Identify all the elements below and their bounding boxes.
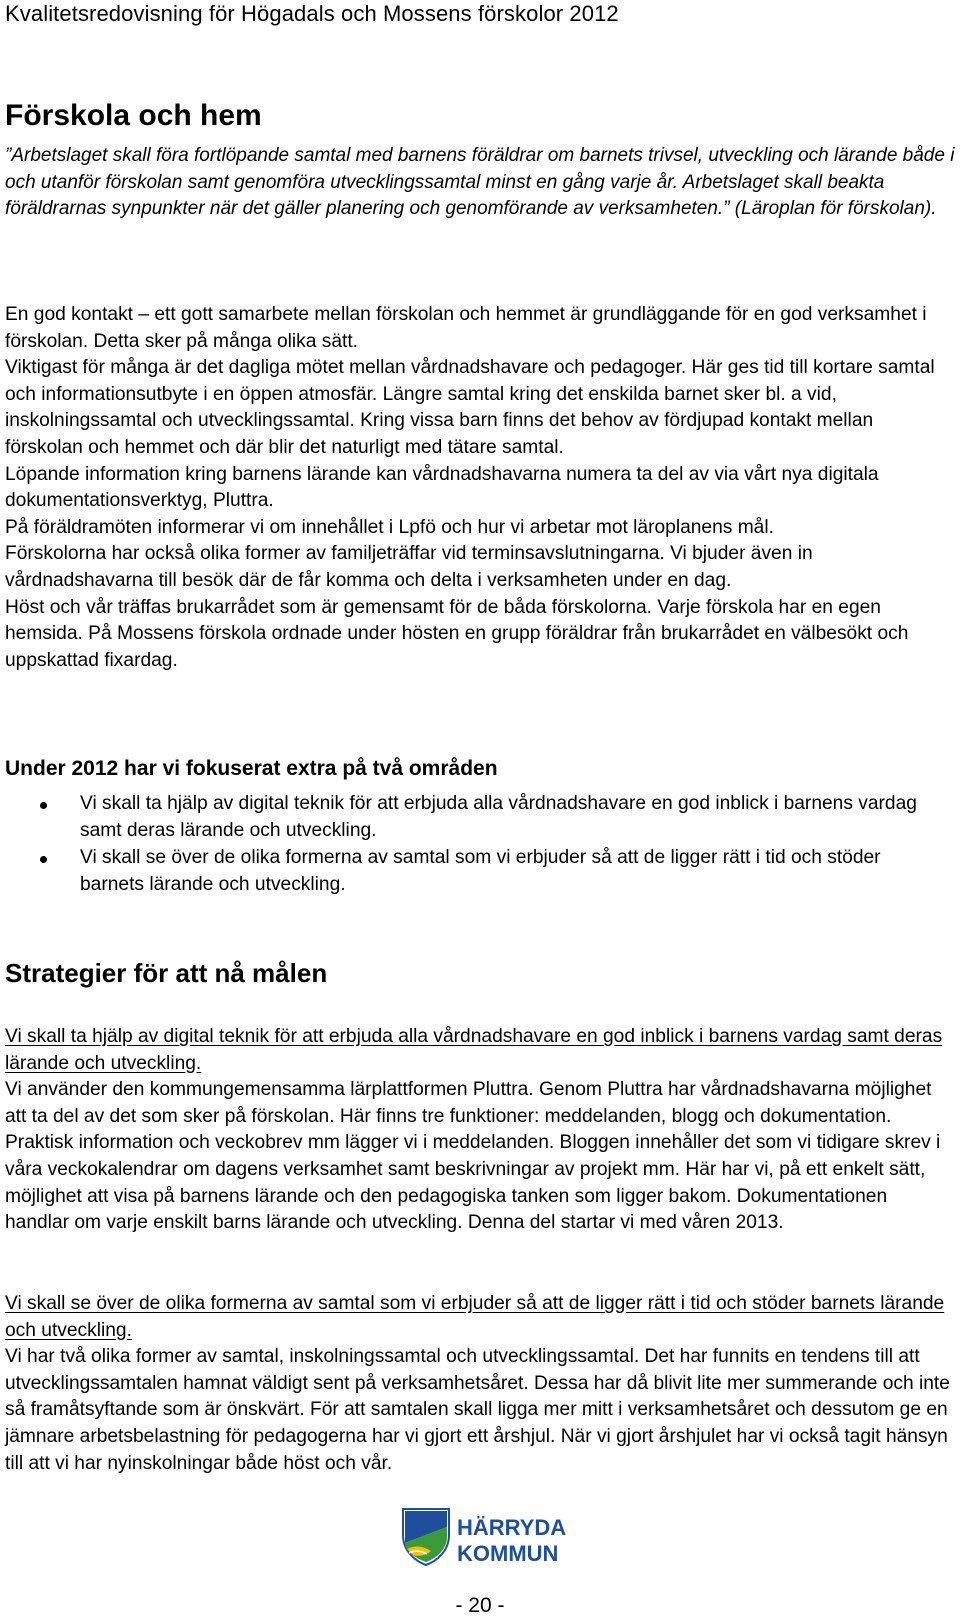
focus-heading: Under 2012 har vi fokuserat extra på två områden xyxy=(5,757,498,780)
curriculum-quote: ”Arbetslaget skall föra fortlöpande samtal med barnens föräldrar om barnets trivsel, utveckling och lärande både i och utanför förskolan samt genomföra utvecklingssamtal minst en gång varje år. Arbetslaget skall beakta föräldrarnas synpunkter när det gäller planering och genomförande av verksamheten.” (Läroplan för förskolan). xyxy=(5,145,955,219)
harryda-kommun-shield-icon xyxy=(401,1505,571,1567)
bullet-icon xyxy=(40,802,47,809)
strategy-digital-title: Vi skall ta hjälp av digital teknik för att erbjuda alla vårdnadshavare en god inblick i barnens vardag samt deras lärande och utveckling. xyxy=(5,1026,943,1074)
strategies-heading: Strategier för att nå målen xyxy=(5,958,328,988)
bullet-icon xyxy=(40,856,47,863)
home-contact-paragraphs xyxy=(5,302,955,674)
page-header: Kvalitetsredovisning för Högadals och Mossens förskolor 2012 xyxy=(5,1,619,26)
list-item xyxy=(0,845,940,898)
home-contact-text: En god kontakt – ett gott samarbete mellan förskolan och hemmet är grundläggande för en god verksamhet i förskolan. Detta sker på många olika sätt. Viktigast för många är det dagliga mötet mellan vårdnadshavare och pedagoger. Här ges tid till kortare samtal och informationsutbyte i en öppen atmosfär. Längre samtal kring det enskilda barnet sker bl. a vid, inskolningssamtal och utvecklingssamtal. Kring vissa barn finns det behov av fördjupad kontakt mellan förskolan och hemmet och där blir det naturligt med tätare samtal. Löpande information kring barnens lärande kan vårdnadshavarna numera ta del av via vårt nya digitala dokumentationsverktyg, Pluttra. På föräldramöten informerar vi om innehållet i Lpfö och hur vi arbetar mot läroplanens mål. Förskolorna har också olika former av familjeträffar vid terminsavslutningarna. Vi bjuder även in vårdnadshavarna till besök där de får komma och delta i verksamheten under en dag. Höst och vår träffas brukarrådet som är gemensamt för de båda förskolorna. Varje förskola har en egen hemsida. På Mossens förskola ordnade under hösten en grupp föräldrar från brukarrådet en välbesökt och uppskattad fixardag. xyxy=(5,304,935,671)
strategy-conversations xyxy=(5,1291,955,1477)
strategy-digital-body: Vi använder den kommungemensamma lärplattformen Pluttra. Genom Pluttra har vårdnadshavarna möjlighet att ta del av det som sker på förskolan. Här finns tre funktioner: meddelanden, blogg och dokumentation. Praktisk information och veckobrev mm lägger vi i meddelanden. Bloggen innehåller det som vi tidigare skrev i våra veckokalendrar om dagens verksamhet samt beskrivningar av projekt mm. Här har vi, på ett enkelt sätt, möjlighet att visa på barnens lärande och den pedagogiska tanken som ligger bakom. Dokumentationen handlar om varje enskilt barns lärande och utveckling. Denna del startar vi med våren 2013. xyxy=(5,1079,941,1234)
focus-item-text: Vi skall se över de olika formerna av samtal som vi erbjuder så att de ligger rätt i tid och stöder barnets lärande och utveckling. xyxy=(80,847,881,895)
section-heading-home: Förskola och hem xyxy=(5,99,262,132)
harryda-kommun-logo xyxy=(401,1505,571,1567)
list-item xyxy=(0,791,940,844)
strategy-conversations-body: Vi har två olika former av samtal, inskolningssamtal och utvecklingssamtal. Det har funnits en tendens till att utvecklingssamtalen hamnat väldigt sent på verksamhetsåret. Dessa har då blivit lite mer summerande och inte så framåtsyftande som är önskvärt. För att samtalen skall ligga mer mitt i verksamhetsåret och dessutom ge en jämnare arbetsbelastning för pedagogerna har vi gjort ett årshjul. När vi gjort årshjulet har vi också tagit hänsyn till att vi har nyinskolningar både höst och vår. xyxy=(5,1346,950,1474)
focus-list xyxy=(0,791,960,899)
focus-item-text: Vi skall ta hjälp av digital teknik för att erbjuda alla vårdnadshavare en god inblick i barnens vardag samt deras lärande och utveckling. xyxy=(80,793,917,841)
strategy-conversations-title: Vi skall se över de olika formerna av samtal som vi erbjuder så att de ligger rätt i tid och stöder barnets lärande och utveckling. xyxy=(5,1293,945,1341)
strategy-digital xyxy=(5,1024,955,1237)
svg-text:HÄRRYDA: HÄRRYDA xyxy=(457,1515,567,1540)
svg-text:KOMMUN: KOMMUN xyxy=(457,1541,559,1566)
page-number: - 20 - xyxy=(455,1594,505,1617)
